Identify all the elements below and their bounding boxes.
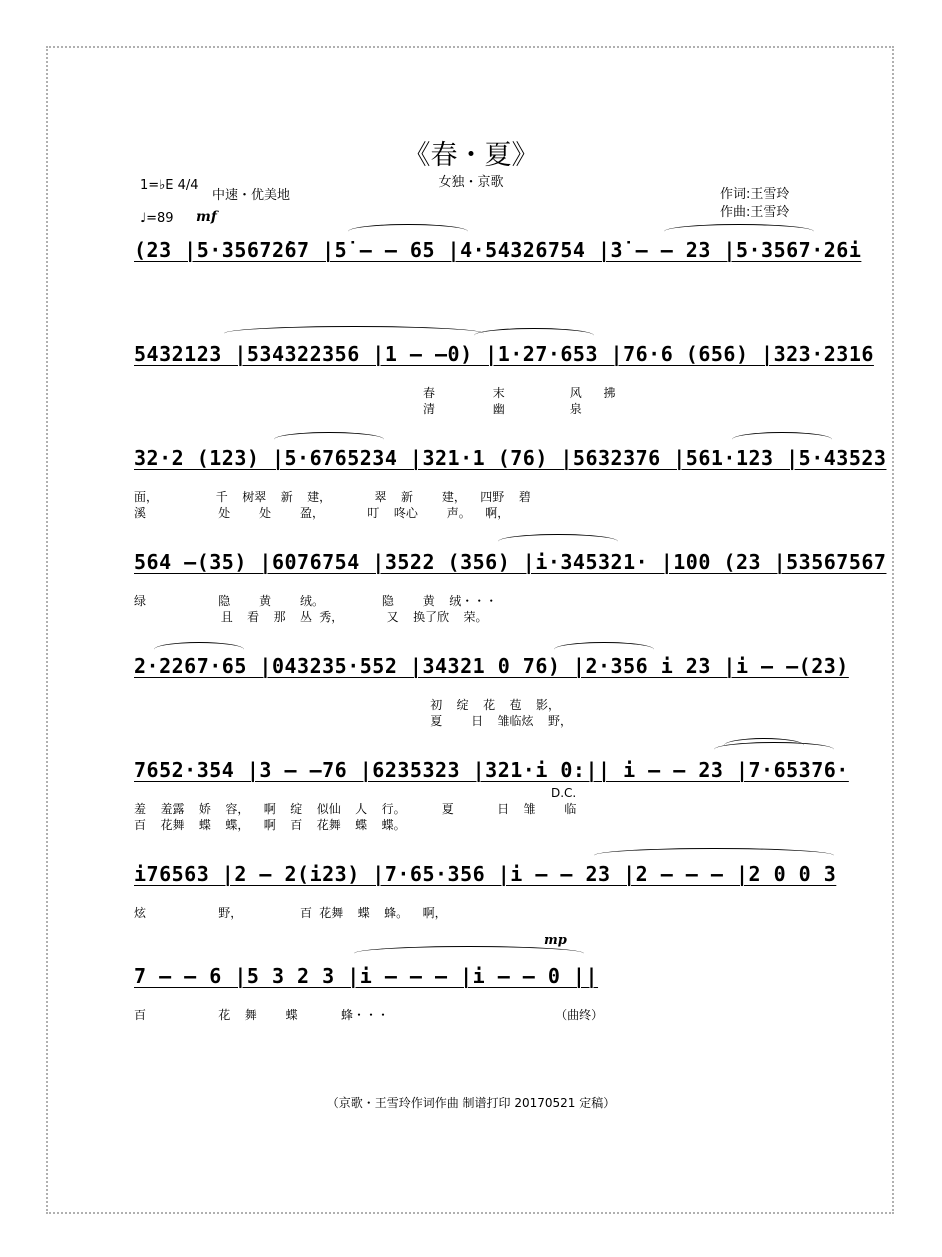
notation-line: (23 |5·35672̇67 |5̇ – – 65 |4·54326754 |3̇ – – 23 |5·3567·26i	[134, 238, 862, 262]
dc-marking: D.C.	[551, 786, 577, 800]
dynamic-mp: mp	[544, 933, 567, 948]
lyrics-verse-2: 百 花舞 蝶 蝶， 啊 百 花舞 蝶 蝶。	[134, 818, 406, 832]
lyrics-verse-2: 溪 处 处 盈， 叮 咚心 声。 啊，	[134, 506, 510, 520]
notation-line: 5432123 |534322356 |1 – –0) |1·27·653 |76·6 (656) |323·2316	[134, 342, 874, 366]
lyrics-verse-1: 百 花 舞 蝶 蜂・・・ （曲终）	[134, 1008, 604, 1022]
notation-line: 564 –(35) |6076754 |3522 (356) |i·345321· |100 (23 |53567567	[134, 550, 887, 574]
slur	[664, 224, 814, 239]
notation-line: i76563 |2 – 2(i23) |7·65·356 |i – – 23 |2 – – – |2 0 0 3	[134, 862, 837, 886]
footer-note: （京歌・王雪玲作词作曲 制谱打印 20170521 定稿）	[326, 1096, 616, 1110]
slur	[498, 534, 618, 549]
notation-line: 7 – – 6 |5 3 2 3 |i – – – |i – – 0 ||	[134, 964, 599, 988]
slur	[274, 432, 384, 447]
dynamic-mf: mf	[196, 209, 217, 225]
slur	[224, 326, 484, 341]
lyrics-verse-1: 羞 羞露 娇 容， 啊 绽 似仙 人 行。 夏 日 雏 临	[134, 802, 577, 816]
tempo-marking: 中速・优美地	[212, 188, 291, 203]
notation-line: 7652·354 |3 – –76 |6235323 |321·i 0:|| i – – 23 |7·65376·	[134, 758, 849, 782]
slur	[732, 432, 832, 447]
lyrics-verse-1: 面， 千 树翠 新 建， 翠 新 建， 四野 碧	[134, 490, 531, 504]
lyrics-verse-1: 绿 隐 黄 绒。 隐 黄 绒・・・	[134, 594, 498, 608]
slur	[594, 848, 834, 863]
slur	[474, 328, 594, 343]
lyrics-verse-1: 炫 野， 百 花舞 蝶 蜂。 啊，	[134, 906, 447, 920]
notation-line: 2·2267·65 |043235·552 |34321 0 76) |2·356 i 23 |i – –(23)	[134, 654, 849, 678]
lyrics-verse-1: 春 末 风 拂	[134, 386, 616, 400]
lyrics-verse-2: 夏 日 雏临炫 野，	[134, 714, 573, 728]
notation-line: 32·2 (123) |5·6765234 |321·1 (76) |5632376 |561·123 |5·43523	[134, 446, 887, 470]
slur	[714, 742, 834, 757]
song-title: 《春・夏》	[403, 140, 539, 171]
lyrics-verse-1: 初 绽 花 苞 影，	[134, 698, 561, 712]
metronome-marking: ♩=89	[140, 211, 174, 226]
lyricist-credit: 作词:王雪玲	[720, 187, 790, 202]
slur	[348, 224, 468, 239]
key-signature: 1=♭E 4/4	[140, 178, 199, 193]
composer-credit: 作曲:王雪玲	[720, 205, 790, 220]
slur	[354, 946, 584, 961]
lyrics-verse-2: 且 看 那 丛 秀， 又 换了欣 荣。	[134, 610, 488, 624]
lyrics-verse-2: 清 幽 泉	[134, 402, 582, 416]
song-subtitle: 女独・京歌	[438, 175, 504, 190]
